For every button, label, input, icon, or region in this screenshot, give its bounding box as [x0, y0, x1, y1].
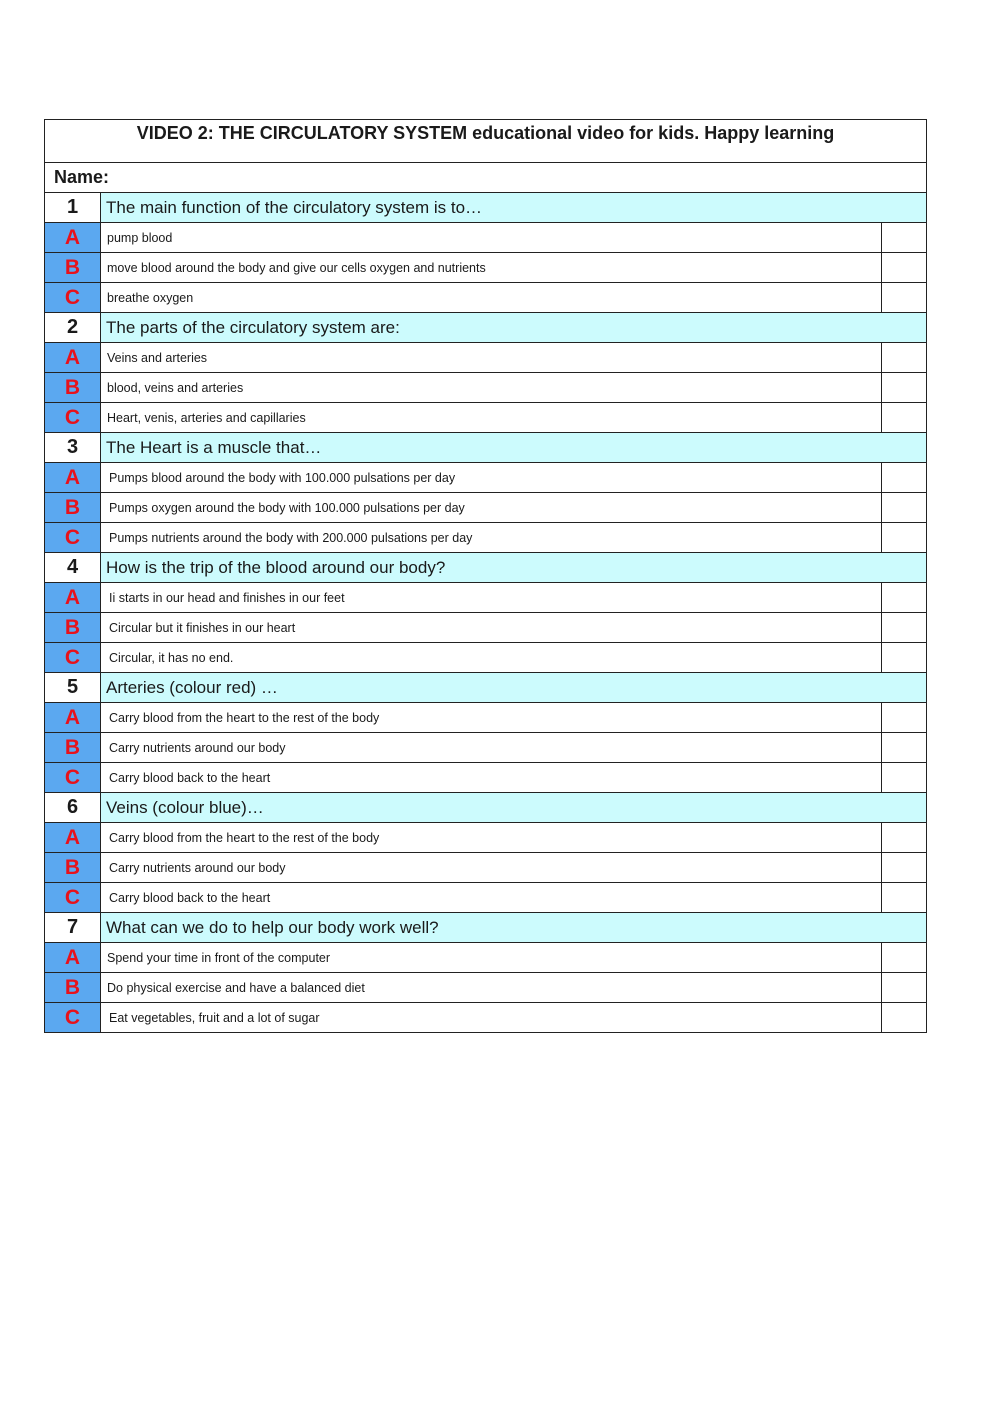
quiz-table: [44, 119, 927, 1033]
option-row: [45, 463, 927, 493]
question-number: 3: [45, 433, 101, 463]
answer-box[interactable]: [882, 463, 927, 493]
question-row: [45, 313, 927, 343]
question-number: 5: [45, 673, 101, 703]
answer-box[interactable]: [882, 493, 927, 523]
answer-box[interactable]: [882, 343, 927, 373]
option-row: [45, 823, 927, 853]
question-row: [45, 913, 927, 943]
option-letter: A: [45, 583, 101, 613]
option-letter: C: [45, 1003, 101, 1033]
option-row: [45, 343, 927, 373]
option-text: Veins and arteries: [101, 343, 882, 373]
title-row: [45, 120, 927, 163]
question-row: [45, 673, 927, 703]
page-title: VIDEO 2: THE CIRCULATORY SYSTEM educational video for kids. Happy learning: [45, 120, 927, 163]
question-text: What can we do to help our body work well?: [101, 913, 927, 943]
option-row: [45, 613, 927, 643]
option-row: [45, 493, 927, 523]
option-text: Do physical exercise and have a balanced diet: [101, 973, 882, 1003]
answer-box[interactable]: [882, 403, 927, 433]
option-letter: C: [45, 763, 101, 793]
answer-box[interactable]: [882, 613, 927, 643]
option-letter: C: [45, 883, 101, 913]
question-row: [45, 433, 927, 463]
answer-box[interactable]: [882, 523, 927, 553]
option-letter: B: [45, 853, 101, 883]
option-text: move blood around the body and give our cells oxygen and nutrients: [101, 253, 882, 283]
question-row: [45, 193, 927, 223]
option-text: Circular, it has no end.: [101, 643, 882, 673]
option-letter: B: [45, 253, 101, 283]
answer-box[interactable]: [882, 283, 927, 313]
question-text: Arteries (colour red) …: [101, 673, 927, 703]
name-row: [45, 163, 927, 193]
option-letter: C: [45, 403, 101, 433]
question-number: 7: [45, 913, 101, 943]
answer-box[interactable]: [882, 853, 927, 883]
answer-box[interactable]: [882, 763, 927, 793]
option-letter: B: [45, 613, 101, 643]
option-text: Carry nutrients around our body: [101, 853, 882, 883]
option-row: [45, 973, 927, 1003]
question-text: The main function of the circulatory system is to…: [101, 193, 927, 223]
option-letter: C: [45, 523, 101, 553]
option-text: breathe oxygen: [101, 283, 882, 313]
option-letter: B: [45, 733, 101, 763]
answer-box[interactable]: [882, 703, 927, 733]
option-row: [45, 733, 927, 763]
option-row: [45, 703, 927, 733]
option-letter: A: [45, 343, 101, 373]
answer-box[interactable]: [882, 583, 927, 613]
question-number: 4: [45, 553, 101, 583]
option-letter: A: [45, 943, 101, 973]
question-text: Veins (colour blue)…: [101, 793, 927, 823]
option-text: Eat vegetables, fruit and a lot of sugar: [101, 1003, 882, 1033]
option-row: [45, 763, 927, 793]
question-text: The parts of the circulatory system are:: [101, 313, 927, 343]
option-row: [45, 853, 927, 883]
option-text: Heart, venis, arteries and capillaries: [101, 403, 882, 433]
option-letter: A: [45, 463, 101, 493]
question-number: 6: [45, 793, 101, 823]
answer-box[interactable]: [882, 643, 927, 673]
option-text: Spend your time in front of the computer: [101, 943, 882, 973]
answer-box[interactable]: [882, 373, 927, 403]
option-text: Ii starts in our head and finishes in our feet: [101, 583, 882, 613]
option-text: Circular but it finishes in our heart: [101, 613, 882, 643]
answer-box[interactable]: [882, 1003, 927, 1033]
option-row: [45, 583, 927, 613]
option-letter: A: [45, 823, 101, 853]
option-text: Pumps oxygen around the body with 100.000 pulsations per day: [101, 493, 882, 523]
option-row: [45, 373, 927, 403]
option-text: Carry blood back to the heart: [101, 763, 882, 793]
option-row: [45, 943, 927, 973]
option-row: [45, 643, 927, 673]
name-label: Name:: [45, 163, 927, 193]
question-number: 2: [45, 313, 101, 343]
question-text: The Heart is a muscle that…: [101, 433, 927, 463]
option-row: [45, 253, 927, 283]
question-text: How is the trip of the blood around our body?: [101, 553, 927, 583]
question-row: [45, 793, 927, 823]
option-text: Carry blood back to the heart: [101, 883, 882, 913]
answer-box[interactable]: [882, 973, 927, 1003]
option-letter: B: [45, 973, 101, 1003]
option-text: Pumps nutrients around the body with 200.000 pulsations per day: [101, 523, 882, 553]
answer-box[interactable]: [882, 943, 927, 973]
option-text: Carry blood from the heart to the rest of the body: [101, 703, 882, 733]
answer-box[interactable]: [882, 253, 927, 283]
answer-box[interactable]: [882, 733, 927, 763]
option-letter: B: [45, 493, 101, 523]
option-text: Carry blood from the heart to the rest of the body: [101, 823, 882, 853]
option-letter: B: [45, 373, 101, 403]
option-row: [45, 523, 927, 553]
option-row: [45, 223, 927, 253]
option-letter: C: [45, 643, 101, 673]
question-number: 1: [45, 193, 101, 223]
option-text: blood, veins and arteries: [101, 373, 882, 403]
option-text: pump blood: [101, 223, 882, 253]
option-letter: A: [45, 223, 101, 253]
option-letter: A: [45, 703, 101, 733]
option-row: [45, 403, 927, 433]
option-row: [45, 883, 927, 913]
option-letter: C: [45, 283, 101, 313]
option-row: [45, 283, 927, 313]
answer-box[interactable]: [882, 823, 927, 853]
option-text: Pumps blood around the body with 100.000 pulsations per day: [101, 463, 882, 493]
answer-box[interactable]: [882, 223, 927, 253]
option-row: [45, 1003, 927, 1033]
answer-box[interactable]: [882, 883, 927, 913]
option-text: Carry nutrients around our body: [101, 733, 882, 763]
question-row: [45, 553, 927, 583]
